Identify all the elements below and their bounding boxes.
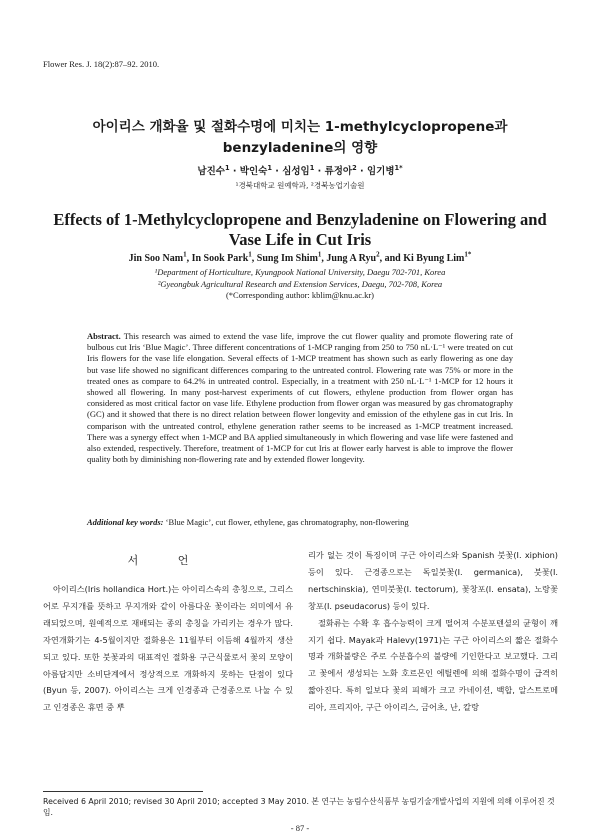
author-name: In Sook Park (191, 253, 249, 264)
korean-title-line1: 아이리스 개화율 및 절화수명에 미치는 1-methylcyclopropene과 (92, 119, 508, 135)
author-name: 남진수 (197, 166, 225, 177)
affiliation-2: ²Gyeongbuk Agricultural Research and Extension Services, Daegu, 702-708, Korea (157, 278, 443, 289)
author-sup: 1 (183, 250, 187, 259)
corresponding-author: (*Corresponding author: kblim@knu.ac.kr) (225, 290, 375, 300)
korean-title (40, 117, 560, 159)
author-sup: 2 (376, 250, 380, 259)
author-sup: 1 (317, 250, 322, 259)
english-title (40, 210, 560, 250)
author-sup: 1 (248, 250, 252, 259)
author-name: Sung Im Shim (256, 253, 318, 264)
keywords-label: Additional key words: (87, 517, 164, 527)
page-number: - 87 - (290, 823, 310, 833)
author-sup: 2 (352, 163, 357, 172)
footnote-divider (43, 791, 203, 792)
author-sup: 1 (267, 163, 272, 172)
author-sup: 1* (464, 250, 472, 259)
paragraph: 아이리스(Iris hollandica Hort.)는 아이리스속의 총칭으로, 그리스어로 무지개를 뜻하고 무지개와 같이 아름다운 꽃이라는 의미에서 유래되었으며, 원예적으로 재배되는 종의 총칭을 가리키는 경우가 많다. 자연개화기는 4-5월이지만 절화용은 11월부터 이듬해 4월까지 생산되고 있다. 또한 붓꽃과의 대표적인 절화용 구근식물로서 꽃의 모양이 아름답지만 소비단계에서 정상적으로 개화하지 못하는 단점이 있다(Byun 등, 2007). 아이리스는 크게 인경종과 근경종으로 나눌 수 있고 인경종은 휴면 중 뿌 (43, 584, 293, 713)
author-name: 심성임 (282, 166, 310, 177)
paragraph: 절화류는 수확 후 흡수능력이 크게 떨어져 수분포텐셜의 균형이 깨지기 쉽다. Mayak과 Halevy(1971)는 구근 아이리스의 짧은 절화수명과 개화불량은 주로 수분흡수의 불량에 기인한다고 보고했다. 그리고 꽃에서 생성되는 노화 호르몬인 에틸렌에 의해 절화수명이 급격히 짧아진다. 특히 일보다 꽃의 피해가 크고 카네이션, 백합, 알스트로메리아, 프리지아, 구근 아이리스, 금어초, 난, 칼랑 (308, 617, 558, 713)
abstract-label: Abstract. (87, 331, 121, 341)
korean-authors: 남진수$^1$ · 박인숙$^1$ · 심성임$^1$ · 류정아$^2$ · 임기병$^{1*}$ (197, 163, 403, 177)
author-name: 박인숙 (239, 166, 268, 177)
author-name: 임기병 (366, 166, 395, 177)
section-heading-introduction: 서 언 (127, 554, 207, 567)
author-sup: 1* (394, 163, 403, 172)
korean-affiliation: ¹경북대학교 원예학과, ²경북농업기술원 (235, 181, 365, 190)
footnote: Received 6 April 2010; revised 30 April 2010; accepted 3 May 2010. 본 연구는 농림수산식품부 농림기술개발사업의 지원에 의해 이루어진 것임. (43, 797, 555, 817)
body-column-right (308, 547, 558, 716)
english-authors: Jin Soo Nam$^1$, In Sook Park$^1$, Sung Im Shim$^1$, Jung A Ryu$^2$, and Ki Byung Lim$^{1*}$ (128, 250, 472, 264)
paragraph: 리가 없는 것이 특징이며 구근 아이리스와 Spanish 붓꽃(I. xiphion) 등이 있다. 근경종으로는 독일붓꽃(I. germanica), 붓꽃(I. nertschinskia), 연미붓꽃(I. tectorum), 꽃창포(I. ensata), 노랑꽃창포(I. pseudacorus) 등이 있다. (308, 550, 558, 611)
keywords-text: ‘Blue Magic’, cut flower, ethylene, gas chromatography, non-flowering (165, 517, 409, 527)
keywords (87, 517, 513, 527)
author-name: Ki Byung Lim (403, 253, 465, 264)
english-title-line2: Vase Life in Cut Iris (228, 230, 372, 249)
english-title-line1: Effects of 1-Methylcyclopropene and Benzyladenine on Flowering and (53, 210, 547, 229)
journal-reference: Flower Res. J. 18(2):87–92. 2010. (43, 59, 160, 69)
abstract-text: This research was aimed to extend the vase life, improve the cut flower quality and promote flowering rate of bulbous cut Iris ‘Blue Magic’. Three different concentrations of 1-MCP ranging from 250 to 750 nL·L⁻¹ were treated on cut Iris flowers for the vase life elongation. Several effects of 1-MCP treatment has shown such as early flowering as one day but vase life showed no significant differences comparing to the untreated control. Flowering rate was 75% or more in the treated ones as compare to 64.2% in untreated control. Especially, in a treatment with 250 nL·L⁻¹ 1-MCP for 12 hours it showed all flowering. In many post-harvest experiments of cut flowers, ethylene production from flower organ has considered as most critical factor on vase life. Ethylene production from flower organ was measured by gas chromatography (GC) and it showed that there is no direct relation between flower longevity and emission of the ethylene gas in cut Iris. In comparison with the untreated control, ethylene generation rather seems to be increased as 1-MCP treatment increased. There was a synergy effect when 1-MCP and BA applied simultaneously in which flowering and vase life were fastened and also extended, respectively. Therefore, treatment of 1-MCP for cut Iris at flower early harvest is able to improve the flower quality both by diminishing non-flowering rate and by extended flower longevity. (87, 331, 513, 465)
author-name: Jin Soo Nam (128, 253, 184, 264)
korean-title-line2: benzyladenine의 영향 (222, 140, 378, 156)
affiliation-1: ¹Department of Horticulture, Kyungpook National University, Daegu 702-701, Korea (154, 267, 446, 277)
english-affiliations (40, 267, 560, 302)
body-column-left (43, 581, 293, 716)
author-name: 류정아 (324, 166, 353, 177)
author-name: Jung A Ryu (326, 253, 377, 264)
author-sup: 1 (224, 163, 230, 172)
abstract (87, 331, 513, 465)
author-sup: 1 (309, 163, 315, 172)
